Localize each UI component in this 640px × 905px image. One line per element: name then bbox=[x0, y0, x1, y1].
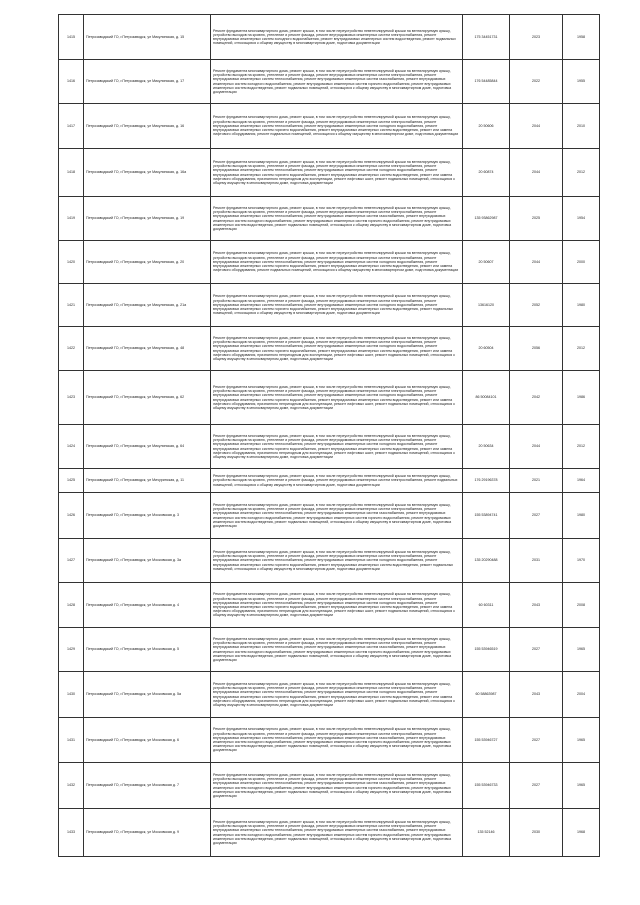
address-cell: Петрозаводский ГО, г.Петрозаводск, ул Московская д. 3а bbox=[84, 539, 211, 583]
planned-year-cell: 2056 bbox=[510, 327, 563, 371]
row-number-cell: 1421 bbox=[59, 284, 84, 327]
row-number-cell: 1433 bbox=[59, 809, 84, 857]
cost-cell: 13616120 bbox=[463, 284, 510, 327]
row-number-cell: 1427 bbox=[59, 539, 84, 583]
address-cell: Петрозаводский ГО, г.Петрозаводск, ул Микулинская, д. 15 bbox=[84, 15, 211, 60]
row-number-cell: 1425 bbox=[59, 469, 84, 493]
table-row bbox=[59, 672, 600, 718]
works-list-cell: Ремонт фундамента многоквартирного дома, ремонт крыши, в том числе переустройство невентилируемой крыши на вентилируемую крышу, устройство выходов на кровлю, утепление и ремонт фасада, ремонт внутридомовых инженерных систем электроснабжения, ремонт внутридомовых инженерных систем теплоснабжения, ремонт внутридомовых инженерных систем холодного водоснабжения, ремонт внутридомовых инженерных систем горячего водоснабжения, ремонт внутридомовых инженерных систем водоотведения, ремонт подвальных помещений, относящихся к общему имуществу в многоквартирном доме, подготовка документации bbox=[211, 284, 463, 327]
works-list-cell: Ремонт фундамента многоквартирного дома, ремонт крыши, в том числе переустройство невентилируемой крыши на вентилируемую крышу, устройство выходов на кровлю, утепление и ремонт фасада, ремонт внутридомовых инженерных систем электроснабжения, ремонт внутридомовых инженерных систем теплоснабжения, ремонт внутридомовых инженерных систем газоснабжения, ремонт внутридомовых инженерных систем холодного водоснабжения, ремонт внутридомовых инженерных систем горячего водоснабжения, ремонт внутридомовых инженерных систем водоотведения, ремонт подвальных помещений, относящихся к общему имуществу в многоквартирном доме, подготовка документации bbox=[211, 809, 463, 857]
planned-year-cell: 2023 bbox=[510, 15, 563, 60]
planned-year-cell: 2052 bbox=[510, 284, 563, 327]
planned-year-cell: 2027 bbox=[510, 628, 563, 672]
row-number-cell: 1426 bbox=[59, 493, 84, 539]
table-row bbox=[59, 241, 600, 284]
row-number-cell: 1432 bbox=[59, 763, 84, 809]
build-year-cell: 1954 bbox=[563, 197, 600, 241]
address-cell: Петрозаводский ГО, г.Петрозаводск, ул Микулинская, д. 21а bbox=[84, 284, 211, 327]
cost-cell: 155 53946733 bbox=[463, 763, 510, 809]
row-number-cell: 1416 bbox=[59, 60, 84, 104]
cost-cell: 20 60874 bbox=[463, 149, 510, 197]
build-year-cell: 1970 bbox=[563, 539, 600, 583]
cost-cell: 155 53894741 bbox=[463, 493, 510, 539]
address-cell: Петрозаводский ГО, г.Петрозаводск, ул Московская д. 3 bbox=[84, 493, 211, 539]
planned-year-cell: 2025 bbox=[510, 197, 563, 241]
cost-cell: 135 52146 bbox=[463, 809, 510, 857]
address-cell: Петрозаводский ГО, г.Петрозаводск, ул Микулинская, д. 19 bbox=[84, 197, 211, 241]
cost-cell: 176 54485844 bbox=[463, 60, 510, 104]
table-row bbox=[59, 493, 600, 539]
table-row bbox=[59, 539, 600, 583]
planned-year-cell: 2044 bbox=[510, 241, 563, 284]
build-year-cell: 2012 bbox=[563, 327, 600, 371]
works-list-cell: Ремонт фундамента многоквартирного дома, ремонт крыши, в том числе переустройство невентилируемой крыши на вентилируемую крышу, устройство выходов на кровлю, утепление и ремонт фасада, ремонт внутридомовых инженерных систем электроснабжения, ремонт внутридомовых инженерных систем теплоснабжения, ремонт внутридомовых инженерных систем холодного водоснабжения, ремонт внутридомовых инженерных систем горячего водоснабжения, ремонт внутридомовых инженерных систем водоотведения, ремонт или замена лифтового оборудования, ремонт подвальных помещений, относящихся к общему имуществу в многоквартирном доме, подготовка документации bbox=[211, 104, 463, 149]
cost-cell: 135 93862987 bbox=[463, 197, 510, 241]
table-row bbox=[59, 469, 600, 493]
table-row bbox=[59, 371, 600, 425]
row-number-cell: 1429 bbox=[59, 628, 84, 672]
address-cell: Петрозаводский ГО, г.Петрозаводск, ул Микулинская, д. 64 bbox=[84, 425, 211, 469]
table-row bbox=[59, 284, 600, 327]
address-cell: Петрозаводский ГО, г.Петрозаводск, ул Московская д. 5 bbox=[84, 628, 211, 672]
row-number-cell: 1431 bbox=[59, 718, 84, 763]
row-number-cell: 1419 bbox=[59, 197, 84, 241]
table-row bbox=[59, 149, 600, 197]
build-year-cell: 1955 bbox=[563, 60, 600, 104]
planned-year-cell: 2021 bbox=[510, 469, 563, 493]
planned-year-cell: 2031 bbox=[510, 539, 563, 583]
planned-year-cell: 2043 bbox=[510, 672, 563, 718]
row-number-cell: 1430 bbox=[59, 672, 84, 718]
table-row bbox=[59, 104, 600, 149]
planned-year-cell: 2027 bbox=[510, 718, 563, 763]
build-year-cell: 2000 bbox=[563, 241, 600, 284]
cost-cell: 175 34451731 bbox=[463, 15, 510, 60]
table-row bbox=[59, 327, 600, 371]
planned-year-cell: 2044 bbox=[510, 149, 563, 197]
address-cell: Петрозаводский ГО, г.Петрозаводск, ул Московская д. 9 bbox=[84, 809, 211, 857]
address-cell: Петрозаводский ГО, г.Петрозаводск, ул Микулинская, д. 16а bbox=[84, 149, 211, 197]
build-year-cell: 1980 bbox=[563, 493, 600, 539]
planned-year-cell: 2027 bbox=[510, 763, 563, 809]
works-list-cell: Ремонт фундамента многоквартирного дома, ремонт крыши, в том числе переустройство невентилируемой крыши на вентилируемую крышу, устройство выходов на кровлю, утепление и ремонт фасада, ремонт внутридомовых инженерных систем электроснабжения, ремонт внутридомовых инженерных систем теплоснабжения, ремонт внутридомовых инженерных систем газоснабжения, ремонт внутридомовых инженерных систем холодного водоснабжения, ремонт внутридомовых инженерных систем горячего водоснабжения, ремонт внутридомовых инженерных систем водоотведения, ремонт подвальных помещений, относящихся к общему имуществу в многоквартирном доме, подготовка документации bbox=[211, 493, 463, 539]
works-list-cell: Ремонт фундамента многоквартирного дома, ремонт крыши, в том числе переустройство невентилируемой крыши на вентилируемую крышу, устройство выходов на кровлю, утепление и ремонт фасада, ремонт внутридомовых инженерных систем электроснабжения, ремонт внутридомовых инженерных систем теплоснабжения, ремонт внутридомовых инженерных систем холодного водоснабжения, ремонт внутридомовых инженерных систем горячего водоснабжения, ремонт внутридомовых инженерных систем водоотведения, ремонт или замена лифтового оборудования, ремонт подвальных помещений, относящихся к общему имуществу в многоквартирном доме, подготовка документации bbox=[211, 241, 463, 284]
address-cell: Петрозаводский ГО, г.Петрозаводск, ул Микулинская, д. 17 bbox=[84, 60, 211, 104]
build-year-cell: 2004 bbox=[563, 672, 600, 718]
build-year-cell: 1964 bbox=[563, 469, 600, 493]
address-cell: Петрозаводский ГО, г.Петрозаводск, ул Микулинская, д. 48 bbox=[84, 327, 211, 371]
build-year-cell: 1968 bbox=[563, 809, 600, 857]
works-list-cell: Ремонт фундамента многоквартирного дома, ремонт крыши, в том числе переустройство невентилируемой крыши на вентилируемую крышу, устройство выходов на кровлю, утепление и ремонт фасада, ремонт внутридомовых инженерных систем электроснабжения, ремонт внутридомовых инженерных систем теплоснабжения, ремонт внутридомовых инженерных систем холодного водоснабжения, ремонт внутридомовых инженерных систем горячего водоснабжения, ремонт внутридомовых инженерных систем водоотведения, ремонт или замена лифтового оборудования, признанного непригодным для эксплуатации, ремонт лифтовых шахт, ремонт подвальных помещений, относящихся к общему имуществу в многоквартирном доме, подготовка документации bbox=[211, 327, 463, 371]
build-year-cell: 2010 bbox=[563, 104, 600, 149]
address-cell: Петрозаводский ГО, г.Петрозаводск, ул Микулинская, д. 16 bbox=[84, 104, 211, 149]
build-year-cell: 2008 bbox=[563, 583, 600, 628]
works-list-cell: Ремонт фундамента многоквартирного дома, ремонт крыши, в том числе переустройство невентилируемой крыши на вентилируемую крышу, устройство выходов на кровлю, утепление и ремонт фасада, ремонт внутридомовых инженерных систем электроснабжения, ремонт внутридомовых инженерных систем теплоснабжения, ремонт внутридомовых инженерных систем холодного водоснабжения, ремонт внутридомовых инженерных систем горячего водоснабжения, ремонт внутридомовых инженерных систем водоотведения, ремонт или замена лифтового оборудования, признанного непригодным для эксплуатации, ремонт лифтовых шахт, ремонт подвальных помещений, относящихся к общему имуществу в многоквартирном доме, подготовка документации bbox=[211, 425, 463, 469]
row-number-cell: 1423 bbox=[59, 371, 84, 425]
cost-cell: 155 53946519 bbox=[463, 628, 510, 672]
planned-year-cell: 2022 bbox=[510, 60, 563, 104]
planned-year-cell: 2042 bbox=[510, 371, 563, 425]
table-row bbox=[59, 60, 600, 104]
table-row bbox=[59, 15, 600, 60]
row-number-cell: 1422 bbox=[59, 327, 84, 371]
cost-cell: 60 60311 bbox=[463, 583, 510, 628]
build-year-cell: 2012 bbox=[563, 425, 600, 469]
works-list-cell: Ремонт фундамента многоквартирного дома, ремонт крыши, в том числе переустройство невентилируемой крыши на вентилируемую крышу, устройство выходов на кровлю, утепление и ремонт фасада, ремонт внутридомовых инженерных систем электроснабжения, ремонт внутридомовых инженерных систем теплоснабжения, ремонт внутридомовых инженерных систем холодного водоснабжения, ремонт внутридомовых инженерных систем горячего водоснабжения, ремонт внутридомовых инженерных систем водоотведения, ремонт или замена лифтового оборудования, признанного непригодным для эксплуатации, ремонт лифтовых шахт, ремонт подвальных помещений, относящихся к общему имуществу в многоквартирном доме, подготовка документации bbox=[211, 672, 463, 718]
works-list-cell: Ремонт фундамента многоквартирного дома, ремонт крыши, в том числе переустройство невентилируемой крыши на вентилируемую крышу, устройство выходов на кровлю, утепление и ремонт фасада, ремонт внутридомовых инженерных систем электроснабжения, ремонт внутридомовых инженерных систем теплоснабжения, ремонт внутридомовых инженерных систем холодного водоснабжения, ремонт внутридомовых инженерных систем горячего водоснабжения, ремонт внутридомовых инженерных систем водоотведения, ремонт или замена лифтового оборудования, признанного непригодным для эксплуатации, ремонт лифтовых шахт, ремонт подвальных помещений, относящихся к общему имуществу в многоквартирном доме, подготовка документации bbox=[211, 149, 463, 197]
row-number-cell: 1417 bbox=[59, 104, 84, 149]
works-list-cell: Ремонт фундамента многоквартирного дома, ремонт крыши, в том числе переустройство невентилируемой крыши на вентилируемую крышу, устройство выходов на кровлю, утепление и ремонт фасада, ремонт внутридомовых инженерных систем электроснабжения, ремонт внутридомовых инженерных систем теплоснабжения, ремонт внутридомовых инженерных систем холодного водоснабжения, ремонт внутридомовых инженерных систем горячего водоснабжения, ремонт внутридомовых инженерных систем водоотведения, ремонт подвальных помещений, относящихся к общему имуществу в многоквартирном доме, подготовка документации bbox=[211, 539, 463, 583]
cost-cell: 60 58863987 bbox=[463, 672, 510, 718]
cost-cell: 20 50606 bbox=[463, 104, 510, 149]
table-row bbox=[59, 425, 600, 469]
cost-cell: 86 50084101 bbox=[463, 371, 510, 425]
works-list-cell: Ремонт фундамента многоквартирного дома, ремонт крыши, в том числе переустройство невентилируемой крыши на вентилируемую крышу, устройство выходов на кровлю, утепление и ремонт фасада, ремонт внутридомовых инженерных систем электроснабжения, ремонт внутридомовых инженерных систем теплоснабжения, ремонт внутридомовых инженерных систем холодного водоснабжения, ремонт внутридомовых инженерных систем горячего водоснабжения, ремонт внутридомовых инженерных систем водоотведения, ремонт или замена лифтового оборудования, признанного непригодным для эксплуатации, ремонт лифтовых шахт, ремонт подвальных помещений, относящихся к общему имуществу в многоквартирном доме, подготовка документации bbox=[211, 583, 463, 628]
build-year-cell: 1986 bbox=[563, 371, 600, 425]
planned-year-cell: 2044 bbox=[510, 425, 563, 469]
address-cell: Петрозаводский ГО, г.Петрозаводск, ул Мичуринская, д. 11 bbox=[84, 469, 211, 493]
address-cell: Петрозаводский ГО, г.Петрозаводск, ул Микулинская, д. 20 bbox=[84, 241, 211, 284]
build-year-cell: 1965 bbox=[563, 763, 600, 809]
table-row bbox=[59, 718, 600, 763]
works-list-cell: Ремонт фундамента многоквартирного дома, ремонт крыши, в том числе переустройство невентилируемой крыши на вентилируемую крышу, устройство выходов на кровлю, утепление и ремонт фасада, ремонт внутридомовых инженерных систем электроснабжения, ремонт внутридомовых инженерных систем теплоснабжения, ремонт внутридомовых инженерных систем холодного водоснабжения, ремонт внутридомовых инженерных систем горячего водоснабжения, ремонт внутридомовых инженерных систем водоотведения, ремонт или замена лифтового оборудования, признанного непригодным для эксплуатации, ремонт лифтовых шахт, ремонт подвальных помещений, относящихся к общему имуществу в многоквартирном доме, подготовка документации bbox=[211, 371, 463, 425]
planned-year-cell: 2044 bbox=[510, 104, 563, 149]
row-number-cell: 1424 bbox=[59, 425, 84, 469]
works-list-cell: Ремонт фундамента многоквартирного дома, ремонт крыши, в том числе переустройство невентилируемой крыши на вентилируемую крышу, устройство выходов на кровлю, утепление и ремонт фасада, ремонт внутридомовых инженерных систем электроснабжения, ремонт внутридомовых инженерных систем теплоснабжения, ремонт внутридомовых инженерных систем газоснабжения, ремонт внутридомовых инженерных систем холодного водоснабжения, ремонт внутридомовых инженерных систем горячего водоснабжения, ремонт внутридомовых инженерных систем водоотведения, ремонт подвальных помещений, относящихся к общему имуществу в многоквартирном доме, подготовка документации bbox=[211, 60, 463, 104]
table-row bbox=[59, 197, 600, 241]
address-cell: Петрозаводский ГО, г.Петрозаводск, ул Московская д. 5а bbox=[84, 672, 211, 718]
row-number-cell: 1428 bbox=[59, 583, 84, 628]
works-list-cell: Ремонт фундамента многоквартирного дома, ремонт крыши, в том числе переустройство невентилируемой крыши на вентилируемую крышу, устройство выходов на кровлю, утепление и ремонт фасада, ремонт внутридомовых инженерных систем электроснабжения, ремонт внутридомовых инженерных систем теплоснабжения, ремонт внутридомовых инженерных систем газоснабжения, ремонт внутридомовых инженерных систем холодного водоснабжения, ремонт внутридомовых инженерных систем горячего водоснабжения, ремонт внутридомовых инженерных систем водоотведения, ремонт подвальных помещений, относящихся к общему имуществу в многоквартирном доме, подготовка документации bbox=[211, 718, 463, 763]
works-list-cell: Ремонт фундамента многоквартирного дома, ремонт крыши, в том числе переустройство невентилируемой крыши на вентилируемую крышу, устройство выходов на кровлю, утепление и ремонт фасада, ремонт внутридомовых инженерных систем электроснабжения, ремонт внутридомовых инженерных систем теплоснабжения, ремонт внутридомовых инженерных систем газоснабжения, ремонт внутридомовых инженерных систем холодного водоснабжения, ремонт внутридомовых инженерных систем горячего водоснабжения, ремонт внутридомовых инженерных систем водоотведения, ремонт подвальных помещений, относящихся к общему имуществу в многоквартирном доме, подготовка документации bbox=[211, 197, 463, 241]
cost-cell: 135 20290488 bbox=[463, 539, 510, 583]
build-year-cell: 1980 bbox=[563, 284, 600, 327]
works-list-cell: Ремонт фундамента многоквартирного дома, ремонт крыши, в том числе переустройство невентилируемой крыши на вентилируемую крышу, устройство выходов на кровлю, утепление и ремонт фасада, ремонт внутридомовых инженерных систем электроснабжения, ремонт подвальных помещений, относящихся к общему имуществу в многоквартирном доме, подготовка документации bbox=[211, 469, 463, 493]
address-cell: Петрозаводский ГО, г.Петрозаводск, ул Московская д. 4 bbox=[84, 583, 211, 628]
cost-cell: 176 29196378 bbox=[463, 469, 510, 493]
planned-year-cell: 2030 bbox=[510, 809, 563, 857]
cost-cell: 155 53946727 bbox=[463, 718, 510, 763]
address-cell: Петрозаводский ГО, г.Петрозаводск, ул Московская д. 6 bbox=[84, 718, 211, 763]
build-year-cell: 1958 bbox=[563, 15, 600, 60]
planned-year-cell: 2043 bbox=[510, 583, 563, 628]
works-list-cell: Ремонт фундамента многоквартирного дома, ремонт крыши, в том числе переустройство невентилируемой крыши на вентилируемую крышу, устройство выходов на кровлю, утепление и ремонт фасада, ремонт внутридомовых инженерных систем электроснабжения, ремонт внутридомовых инженерных систем холодного водоснабжения, ремонт внутридомовых инженерных систем водоотведения, ремонт подвальных помещений, относящихся к общему имуществу в многоквартирном доме, подготовка документации bbox=[211, 15, 463, 60]
table-row bbox=[59, 809, 600, 857]
works-list-cell: Ремонт фундамента многоквартирного дома, ремонт крыши, в том числе переустройство невентилируемой крыши на вентилируемую крышу, устройство выходов на кровлю, утепление и ремонт фасада, ремонт внутридомовых инженерных систем электроснабжения, ремонт внутридомовых инженерных систем теплоснабжения, ремонт внутридомовых инженерных систем газоснабжения, ремонт внутридомовых инженерных систем холодного водоснабжения, ремонт внутридомовых инженерных систем горячего водоснабжения, ремонт внутридомовых инженерных систем водоотведения, ремонт подвальных помещений, относящихся к общему имуществу в многоквартирном доме, подготовка документации bbox=[211, 628, 463, 672]
capital-repair-register-table bbox=[58, 14, 600, 857]
cost-cell: 20 60504 bbox=[463, 327, 510, 371]
build-year-cell: 1965 bbox=[563, 628, 600, 672]
table-row bbox=[59, 763, 600, 809]
row-number-cell: 1418 bbox=[59, 149, 84, 197]
cost-cell: 20 50634 bbox=[463, 425, 510, 469]
table-row bbox=[59, 628, 600, 672]
build-year-cell: 1965 bbox=[563, 718, 600, 763]
build-year-cell: 2012 bbox=[563, 149, 600, 197]
address-cell: Петрозаводский ГО, г.Петрозаводск, ул Московская д. 7 bbox=[84, 763, 211, 809]
row-number-cell: 1420 bbox=[59, 241, 84, 284]
works-list-cell: Ремонт фундамента многоквартирного дома, ремонт крыши, в том числе переустройство невентилируемой крыши на вентилируемую крышу, устройство выходов на кровлю, утепление и ремонт фасада, ремонт внутридомовых инженерных систем электроснабжения, ремонт внутридомовых инженерных систем теплоснабжения, ремонт внутридомовых инженерных систем газоснабжения, ремонт внутридомовых инженерных систем холодного водоснабжения, ремонт внутридомовых инженерных систем горячего водоснабжения, ремонт внутридомовых инженерных систем водоотведения, ремонт подвальных помещений, относящихся к общему имуществу в многоквартирном доме, подготовка документации bbox=[211, 763, 463, 809]
planned-year-cell: 2027 bbox=[510, 493, 563, 539]
address-cell: Петрозаводский ГО, г.Петрозаводск, ул Микулинская, д. 62 bbox=[84, 371, 211, 425]
table-row bbox=[59, 583, 600, 628]
cost-cell: 20 50607 bbox=[463, 241, 510, 284]
row-number-cell: 1415 bbox=[59, 15, 84, 60]
